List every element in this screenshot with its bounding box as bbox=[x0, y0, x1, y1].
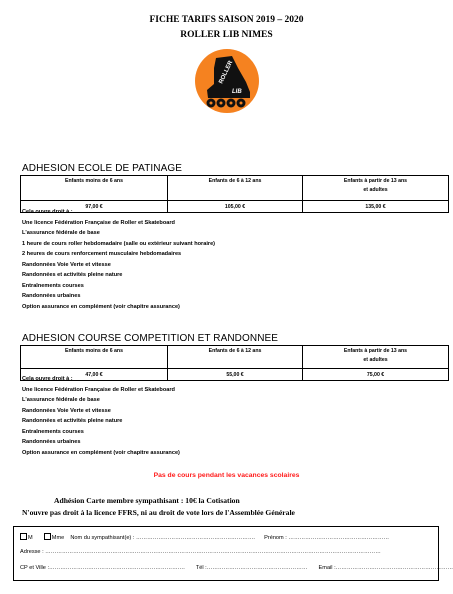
list-item: L'assurance fédérale de base bbox=[22, 397, 100, 403]
price-under-6: 47,00 € bbox=[21, 369, 168, 381]
section1-benefits bbox=[22, 207, 215, 312]
list-item: Randonnées et activités pleine nature bbox=[22, 418, 123, 424]
list-item: Randonnées Voie Verte et vitesse bbox=[22, 261, 111, 268]
form-row-contact bbox=[20, 565, 453, 571]
tel-field[interactable]: Tél :……………………………………………… bbox=[195, 565, 308, 571]
section2-benefits bbox=[22, 374, 180, 458]
list-item: Randonnées urbaines bbox=[22, 439, 81, 445]
section2-heading: ADHESION COURSE COMPETITION ET RANDONNEE bbox=[22, 333, 279, 344]
col-6-12: Enfants de 6 à 12 ans bbox=[168, 176, 303, 201]
list-item: Option assurance en complément (voir chapitre assurance) bbox=[22, 449, 180, 456]
logo-text-lib: LIB bbox=[232, 89, 242, 95]
list-item: Entraînements courses bbox=[22, 428, 84, 435]
form-row-name bbox=[20, 533, 389, 541]
sympathisant-form bbox=[13, 526, 453, 581]
list-item: Une licence Fédération Française de Roller et Skateboard bbox=[22, 219, 175, 226]
checkbox-m[interactable] bbox=[20, 533, 27, 540]
checkbox-mme[interactable] bbox=[44, 533, 51, 540]
price-under-6: 97,00 € bbox=[21, 201, 168, 213]
col-6-12: Enfants de 6 à 12 ans bbox=[168, 346, 303, 369]
logo-text-roller: ROLLER bbox=[218, 59, 235, 85]
mme-label: Mme bbox=[51, 535, 65, 541]
list-item: Randonnées et activités pleine nature bbox=[22, 272, 123, 278]
sympathisant-note: N'ouvre pas droit à la licence FFRS, ni au droit de vote lors de l'Assemblée Générale bbox=[22, 508, 295, 517]
list-item: 2 heures de cours renforcement musculaire hebdomadaires bbox=[22, 251, 182, 257]
col-13-adults: Enfants à partir de 13 ans et adultes bbox=[303, 346, 449, 369]
price-6-12: 105,00 € bbox=[168, 201, 303, 213]
sympathisant-membership: Adhésion Carte membre sympathisant : 10€ la Cotisation bbox=[54, 496, 240, 505]
m-label: M bbox=[28, 535, 33, 541]
col-under-6: Enfants moins de 6 ans bbox=[21, 346, 168, 369]
col-under-6: Enfants moins de 6 ans bbox=[21, 176, 168, 201]
list-item: Cela ouvre droit à : bbox=[22, 209, 73, 215]
list-item: Une licence Fédération Française de Roller et Skateboard bbox=[22, 386, 175, 393]
section1-heading: ADHESION ECOLE DE PATINAGE bbox=[22, 163, 183, 174]
price-6-12: 55,00 € bbox=[168, 369, 303, 381]
list-item: Option assurance en complément (voir chapitre assurance) bbox=[22, 303, 180, 310]
name-field[interactable]: Nom du sympathisant(e) : ………………………………………………………. bbox=[70, 535, 255, 541]
prenom-field[interactable]: Prénom : ……………………………………………… bbox=[264, 535, 390, 541]
list-item: L'assurance fédérale de base bbox=[22, 230, 100, 236]
price-13-adults: 135,00 € bbox=[303, 201, 449, 213]
list-item: 1 heure de cours roller hebdomadaire (salle ou extérieur suivant horaire) bbox=[22, 240, 216, 247]
list-item: Entraînements courses bbox=[22, 282, 84, 289]
no-classes-notice: Pas de cours pendant les vacances scolaires bbox=[153, 472, 300, 479]
list-item: Randonnées urbaines bbox=[22, 293, 81, 299]
address-field[interactable]: Adresse : ……………………………………………………………………………………………………………………………………………………………… bbox=[20, 549, 381, 555]
club-name: ROLLER LIB NIMES bbox=[180, 30, 273, 40]
list-item: Randonnées Voie Verte et vitesse bbox=[22, 407, 111, 414]
list-item: Cela ouvre droit à : bbox=[22, 376, 73, 382]
roller-lib-logo bbox=[194, 48, 260, 114]
col-13-adults: Enfants à partir de 13 ans et adultes bbox=[303, 176, 449, 201]
cp-ville-field[interactable]: CP et Ville :………………………………………………………………. bbox=[20, 565, 185, 571]
email-field[interactable]: Email :……………………………………………………… bbox=[318, 565, 453, 571]
price-13-adults: 75,00 € bbox=[303, 369, 449, 381]
document-title: FICHE TARIFS SAISON 2019 – 2020 bbox=[149, 15, 304, 25]
